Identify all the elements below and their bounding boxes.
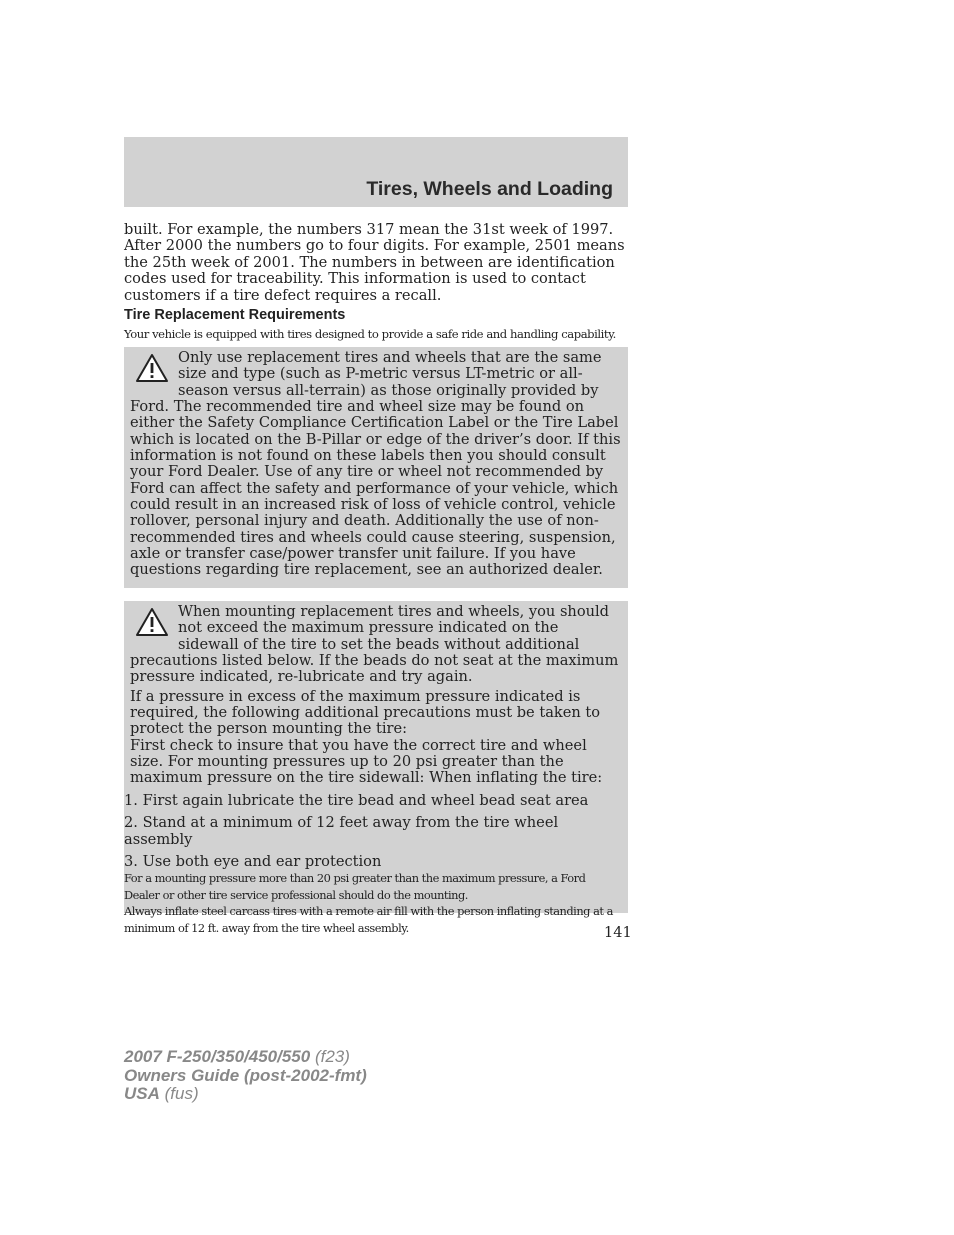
warning-triangle-icon xyxy=(135,353,169,383)
footer-region: USA xyxy=(124,1084,160,1103)
chapter-header-band xyxy=(124,137,628,207)
dealer-note: For a mounting pressure more than 20 psi greater than the maximum pressure, a Ford Dealer or other tire service professional should do the mounting. xyxy=(124,871,586,902)
footer-guide: Owners Guide (post-2002-fmt) xyxy=(124,1065,367,1085)
inflation-note: Always inflate steel carcass tires with a remote air fill with the person inflating standing at a minimum of 12 ft. away from the tire wheel assembly. xyxy=(124,904,613,935)
footer-region-code: (fus) xyxy=(164,1084,199,1103)
step-item: 2. Stand at a minimum of 12 feet away from the tire wheel assembly xyxy=(124,814,559,848)
step-item: 3. Use both eye and ear protection xyxy=(124,853,382,870)
footer-model-code: (f23) xyxy=(314,1047,350,1066)
warning-text: Only use replacement tires and wheels that are the same size and type (such as P-metric versus LT-metric or all-season versus all-terrain) as those originally provided by Ford. The recommended tire and wheel size may be found on either the Safety Compliance Certification Label or the Tire Label which is located on the B-Pillar or edge of the driver’s door. If this information is not found on these labels then you should consult your Ford Dealer. Use of any tire or wheel not recommended by Ford can affect the safety and performance of your vehicle, which could result in an increased risk of loss of vehicle control, vehicle rollover, personal injury and death. Additionally the use of non-recommended tires and wheels could cause steering, suspension, axle or transfer case/power transfer unit failure. If you have questions regarding tire replacement, see an authorized dealer. xyxy=(130,349,621,579)
warning-triangle-icon xyxy=(135,607,169,637)
page-number: 141 xyxy=(604,925,632,941)
intro-paragraph: built. For example, the numbers 317 mean the 31st week of 1997. After 2000 the numbers go to four digits. For example, 2501 means the 25th week of 2001. The numbers in between are identification codes used for traceability. This information is used to contact customers if a tire defect requires a recall. xyxy=(124,221,625,304)
warning-text: When mounting replacement tires and wheels, you should not exceed the maximum pressure indicated on the sidewall of the tire to set the beads without additional precautions listed below. If the beads do not seat at the maximum pressure indicated, re-lubricate and try again. xyxy=(130,603,619,686)
footer-model: 2007 F-250/350/450/550 xyxy=(124,1047,311,1066)
chapter-title: Tires, Wheels and Loading xyxy=(366,178,613,200)
precautions-paragraph: If a pressure in excess of the maximum pressure indicated is required, the following additional precautions must be taken to protect the person mounting the tire: xyxy=(130,687,601,738)
document-footer xyxy=(124,1048,367,1104)
section-heading: Tire Replacement Requirements xyxy=(124,307,346,323)
step-item: 1. First again lubricate the tire bead and wheel bead seat area xyxy=(124,791,589,809)
section-subtext: Your vehicle is equipped with tires designed to provide a safe ride and handling capability. xyxy=(124,327,616,341)
size-check-paragraph: First check to insure that you have the correct tire and wheel size. For mounting pressures up to 20 psi greater than the maximum pressure on the tire sidewall: When inflating the tire: xyxy=(130,736,603,787)
warning-box-replacement xyxy=(124,347,628,588)
